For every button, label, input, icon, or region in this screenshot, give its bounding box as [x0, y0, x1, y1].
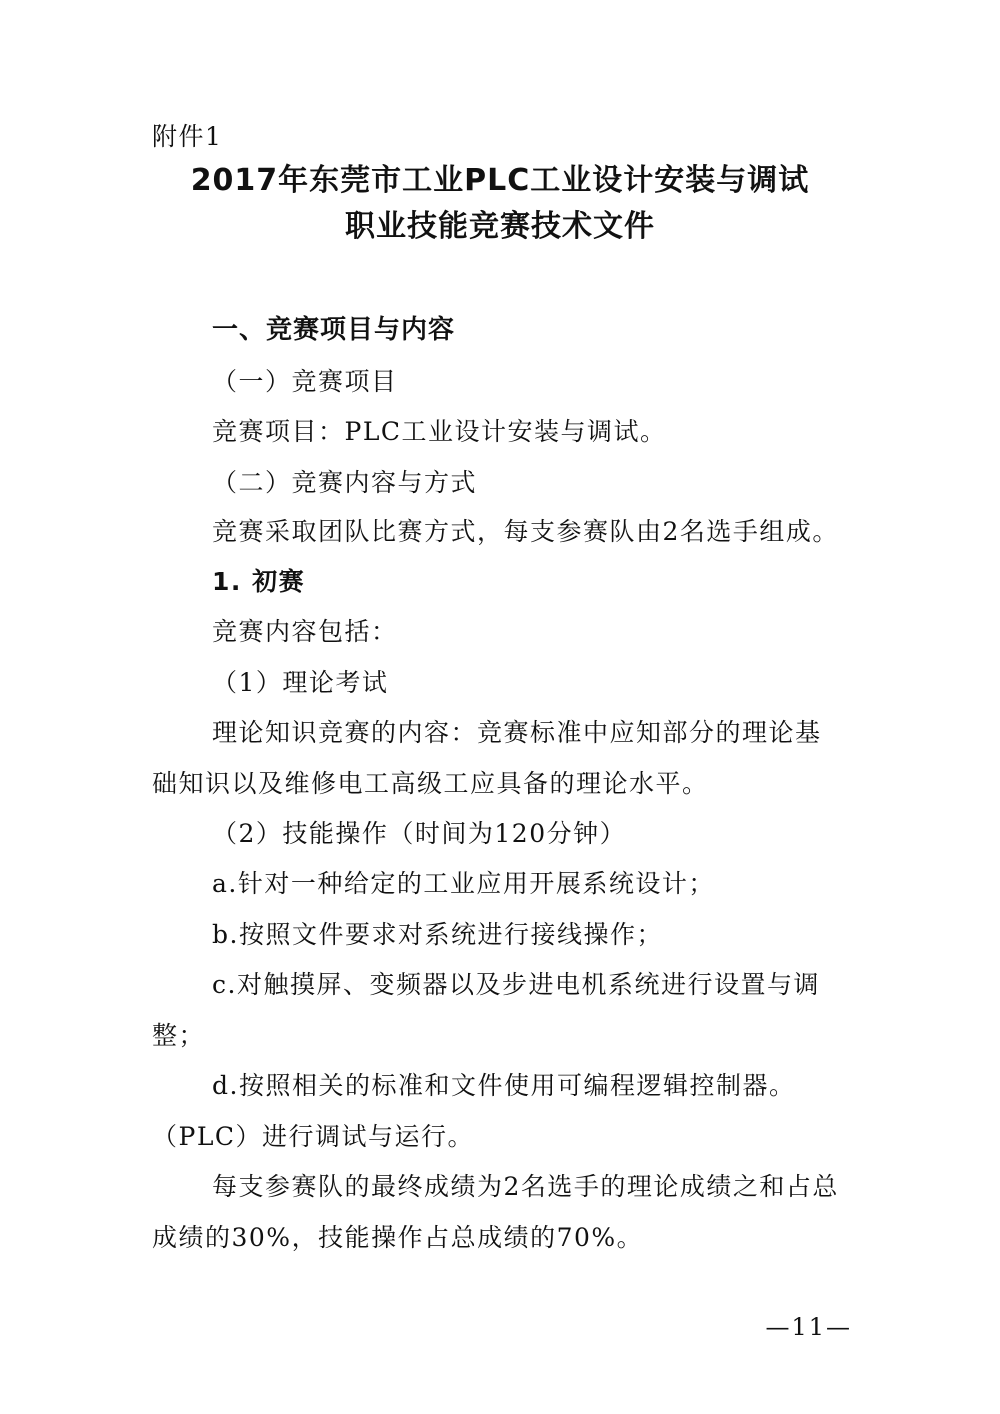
theory-text-line-2: 础知识以及维修电工高级工应具备的理论水平。 — [152, 769, 709, 798]
subsection-heading-2: （二）竞赛内容与方式 — [212, 468, 478, 497]
theory-heading: （1）理论考试 — [212, 668, 389, 697]
score-text-line-1: 每支参赛队的最终成绩为2名选手的理论成绩之和占总 — [212, 1172, 839, 1201]
attachment-label: 附件1 — [152, 122, 223, 151]
list-item-d-line-2: （PLC）进行调试与运行。 — [152, 1122, 475, 1151]
skill-heading: （2）技能操作（时间为120分钟） — [212, 819, 627, 848]
list-item-d-line-1: d.按照相关的标准和文件使用可编程逻辑控制器。 — [212, 1071, 796, 1100]
prelim-heading: 1. 初赛 — [212, 567, 306, 596]
list-item-b: b.按照文件要求对系统进行接线操作； — [212, 920, 663, 949]
page-number: —11— — [765, 1313, 852, 1341]
content-intro: 竞赛内容包括： — [212, 617, 398, 646]
list-item-c-line-2: 整； — [152, 1021, 206, 1050]
list-item-c-line-1: c.对触摸屏、变频器以及步进电机系统进行设置与调 — [212, 970, 820, 999]
subsection-heading-1: （一）竞赛项目 — [212, 367, 398, 396]
document-title-line-2: 职业技能竞赛技术文件 — [345, 209, 655, 244]
score-text-line-2: 成绩的30%，技能操作占总成绩的70%。 — [152, 1223, 644, 1252]
paragraph-competition-item: 竞赛项目：PLC工业设计安装与调试。 — [212, 417, 667, 446]
paragraph-team-format: 竞赛采取团队比赛方式，每支参赛队由2名选手组成。 — [212, 517, 839, 546]
document-title-line-1: 2017年东莞市工业PLC工业设计安装与调试 — [190, 163, 810, 198]
section-heading: 一、竞赛项目与内容 — [212, 315, 456, 345]
theory-text-line-1: 理论知识竞赛的内容：竞赛标准中应知部分的理论基 — [212, 718, 822, 747]
list-item-a: a.针对一种给定的工业应用开展系统设计； — [212, 869, 715, 898]
